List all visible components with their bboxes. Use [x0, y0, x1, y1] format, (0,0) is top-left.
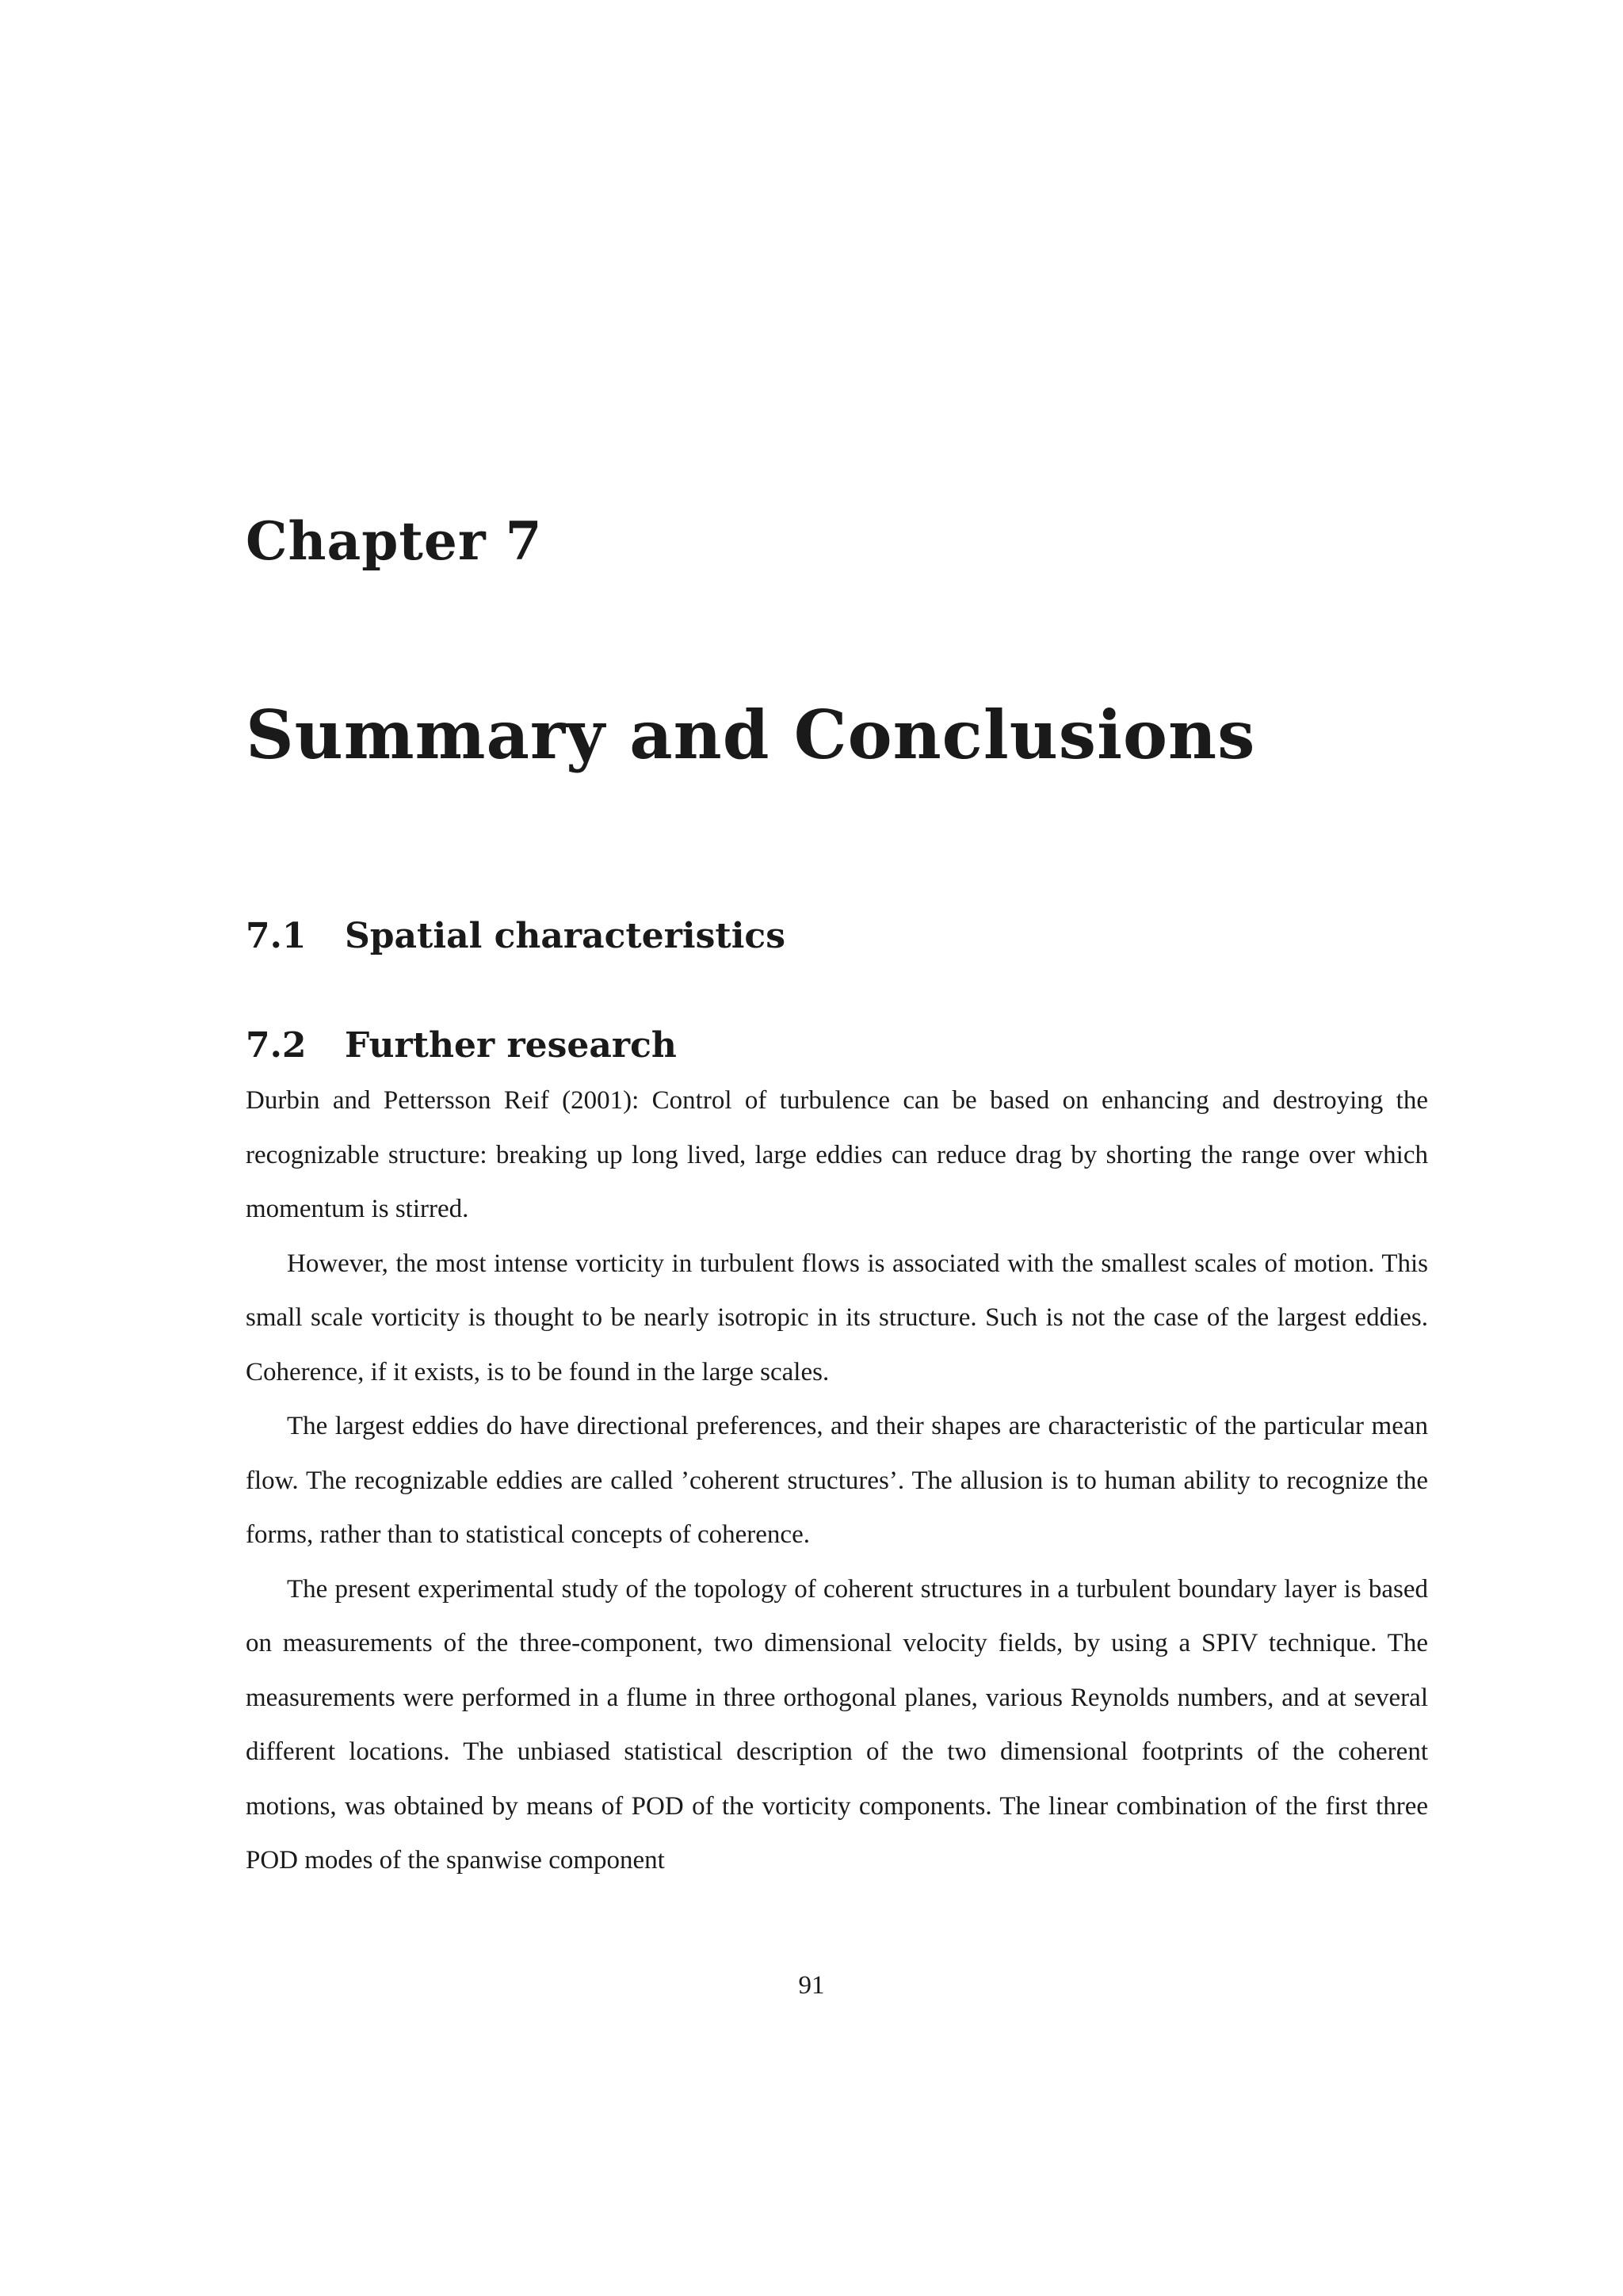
paragraph: Durbin and Pettersson Reif (2001): Control of turbulence can be based on enhancing and destroying the recognizable structure: breaking up long lived, large eddies can reduce drag by shorting the range over which momentum is stirred.: [246, 1086, 1428, 1223]
section-heading-further-research: [246, 1025, 677, 1066]
page-number: 91: [798, 1971, 825, 2000]
chapter-title: Summary and Conclusions: [246, 696, 1256, 774]
section-number: 7.2: [246, 1025, 307, 1066]
body-text: [246, 1074, 1428, 1888]
paragraph: The largest eddies do have directional preferences, and their shapes are characteristic of the particular mean flow. The recognizable eddies are called ’coherent structures’. The allusion is to human ability to recognize the forms, rather than to statistical concepts of coherence.: [246, 1412, 1428, 1549]
chapter-label: Chapter 7: [246, 510, 543, 572]
section-title: Further research: [345, 1025, 677, 1066]
section-number: 7.1: [246, 916, 307, 956]
section-heading-spatial-characteristics: [246, 916, 785, 956]
paragraph: However, the most intense vorticity in turbulent flows is associated with the smallest scales of motion. This small scale vorticity is thought to be nearly isotropic in its structure. Such is not the case of the largest eddies. Coherence, if it exists, is to be found in the large scales.: [246, 1249, 1428, 1386]
section-title: Spatial characteristics: [345, 916, 785, 956]
paragraph: The present experimental study of the topology of coherent structures in a turbulent boundary layer is based on measurements of the three-component, two dimensional velocity fields, by using a SPIV technique. The measurements were performed in a flume in three orthogonal planes, various Reynolds numbers, and at several different locations. The unbiased statistical description of the two dimensional footprints of the coherent motions, was obtained by means of POD of the vorticity components. The linear combination of the first three POD modes of the spanwise component: [246, 1574, 1428, 1875]
